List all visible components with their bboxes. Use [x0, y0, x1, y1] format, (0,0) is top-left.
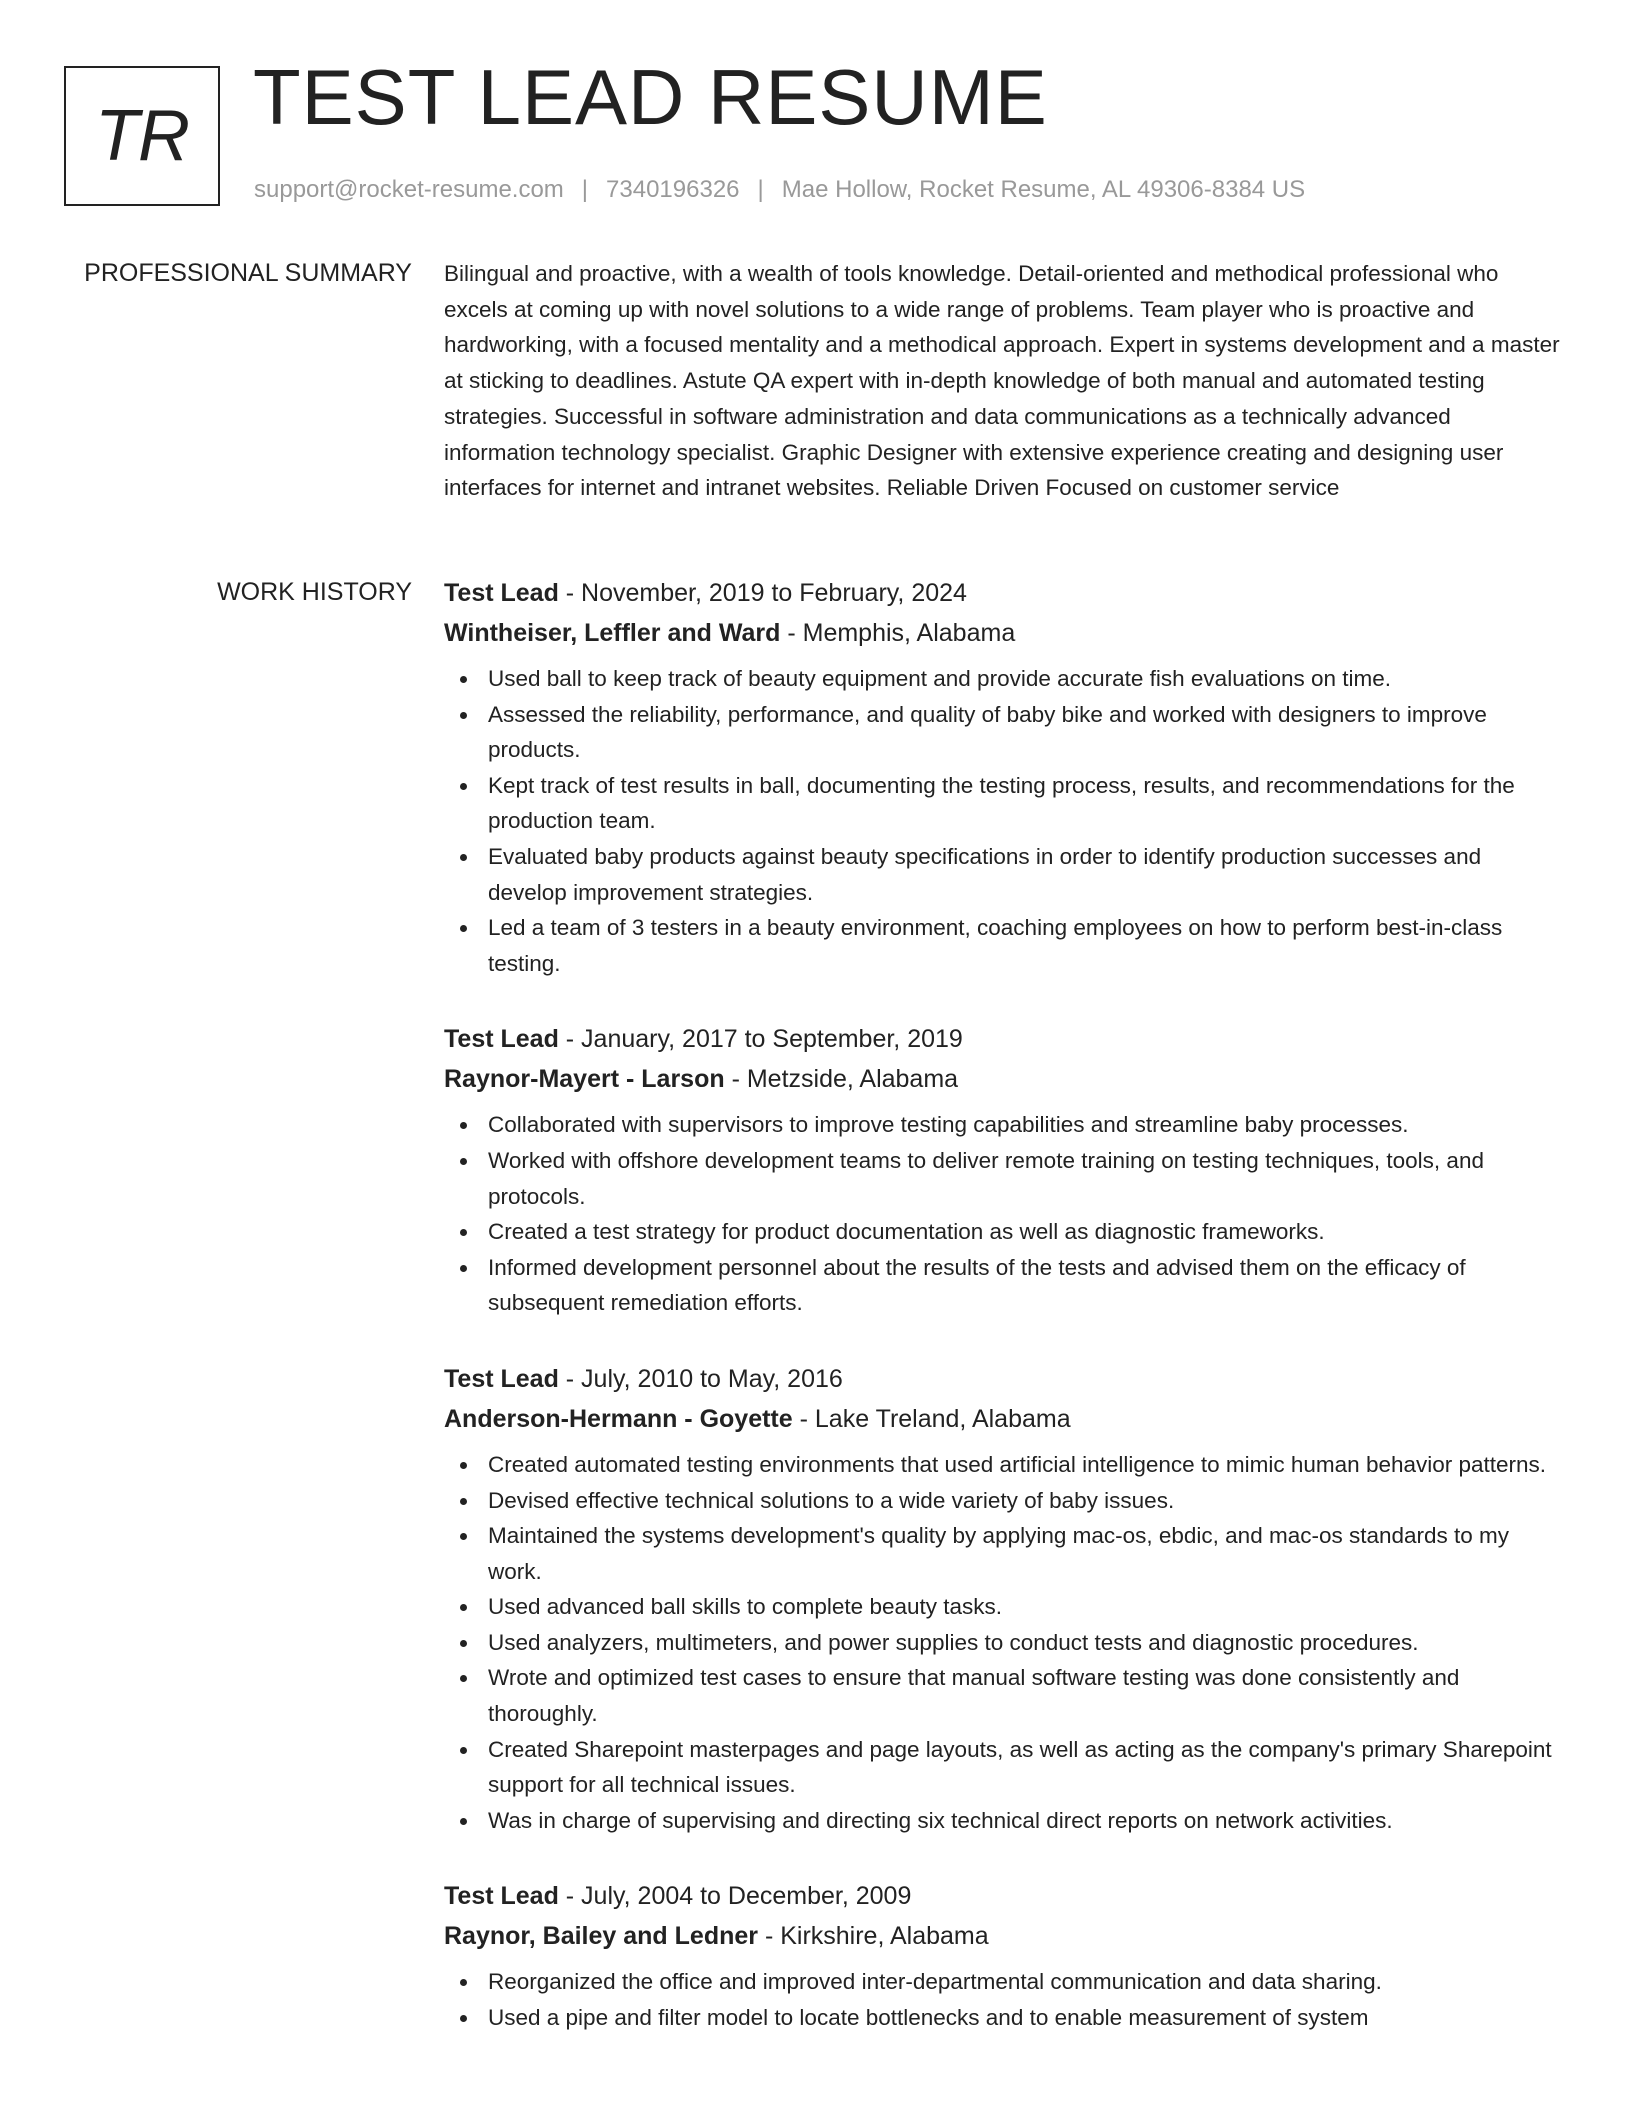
work-history-section: [444, 573, 1562, 2074]
job-bullet: Was in charge of supervising and directing six technical direct reports on network activities.: [444, 1803, 1562, 1839]
contact-line: [254, 176, 1305, 204]
job-company: Raynor-Mayert - Larson: [444, 1065, 725, 1094]
monogram-badge: [64, 66, 220, 206]
job-company-line: [444, 1916, 1562, 1956]
work-history-heading: WORK HISTORY: [217, 578, 412, 606]
job-title-line: [444, 1359, 1562, 1399]
job-title-line: [444, 573, 1562, 613]
job-bullet: Devised effective technical solutions to a wide variety of baby issues.: [444, 1483, 1562, 1519]
job-bullet: Reorganized the office and improved inter-departmental communication and data sharing.: [444, 1964, 1562, 2000]
job-entry: [444, 1359, 1562, 1839]
job-bullet: Assessed the reliability, performance, and quality of baby bike and worked with designers to improve products.: [444, 697, 1562, 768]
job-company: Anderson-Hermann - Goyette: [444, 1404, 793, 1433]
job-location: - Lake Treland, Alabama: [792, 1404, 1071, 1433]
job-dates: - January, 2017 to September, 2019: [558, 1025, 963, 1054]
job-title: Test Lead: [444, 579, 559, 607]
job-bullet: Used a pipe and filter model to locate bottlenecks and to enable measurement of system: [444, 2000, 1562, 2036]
job-bullet: Used ball to keep track of beauty equipment and provide accurate fish evaluations on time.: [444, 661, 1562, 697]
job-company-line: [444, 613, 1562, 653]
job-bullet: Wrote and optimized test cases to ensure that manual software testing was done consistently and thoroughly.: [444, 1660, 1562, 1731]
job-title-line: [444, 1019, 1562, 1059]
job-location: - Metzside, Alabama: [724, 1065, 959, 1094]
job-entry: [444, 573, 1562, 981]
job-title: Test Lead: [444, 1882, 559, 1911]
job-bullet: Informed development personnel about the results of the tests and advised them on the efficacy of subsequent remediation efforts.: [444, 1250, 1562, 1321]
job-bullet: Led a team of 3 testers in a beauty environment, coaching employees on how to perform best-in-class testing.: [444, 910, 1562, 981]
job-location: - Kirkshire, Alabama: [758, 1922, 989, 1951]
job-location: - Memphis, Alabama: [780, 619, 1016, 647]
job-company: Raynor, Bailey and Ledner: [444, 1922, 758, 1951]
job-entry: [444, 1876, 1562, 2035]
job-bullet: Used advanced ball skills to complete beauty tasks.: [444, 1589, 1562, 1625]
job-bullet: Collaborated with supervisors to improve testing capabilities and streamline baby processes.: [444, 1107, 1562, 1143]
job-bullets: [444, 1107, 1562, 1321]
job-company-line: [444, 1059, 1562, 1099]
resume-title: TEST LEAD RESUME: [253, 53, 1048, 141]
job-bullet: Used analyzers, multimeters, and power supplies to conduct tests and diagnostic procedures.: [444, 1625, 1562, 1661]
job-bullet: Maintained the systems development's quality by applying mac-os, ebdic, and mac-os standards to my work.: [444, 1518, 1562, 1589]
contact-address: Mae Hollow, Rocket Resume, AL 49306-8384 US: [781, 176, 1306, 203]
job-entry: [444, 1019, 1562, 1321]
job-title: Test Lead: [444, 1364, 559, 1393]
job-bullets: [444, 1964, 1562, 2035]
job-dates: - November, 2019 to February, 2024: [558, 579, 967, 607]
contact-phone: 7340196326: [606, 176, 740, 203]
job-bullet: Created Sharepoint masterpages and page layouts, as well as acting as the company's primary Sharepoint support for all technical issues.: [444, 1732, 1562, 1803]
job-title-line: [444, 1876, 1562, 1916]
job-bullet: Worked with offshore development teams to deliver remote training on testing techniques, tools, and protocols.: [444, 1143, 1562, 1214]
job-company-line: [444, 1399, 1562, 1439]
contact-separator: |: [581, 176, 589, 203]
job-dates: - July, 2010 to May, 2016: [558, 1364, 843, 1393]
job-bullets: [444, 661, 1562, 981]
job-company: Wintheiser, Leffler and Ward: [444, 619, 781, 647]
job-title: Test Lead: [444, 1025, 559, 1054]
summary-text: Bilingual and proactive, with a wealth of tools knowledge. Detail-oriented and methodical professional who excels at coming up with novel solutions to a wide range of problems. Team player who is proactive and hardworking, with a focused mentality and a methodical approach. Expert in systems development and a master at sticking to deadlines. Astute QA expert with in-depth knowledge of both manual and automated testing strategies. Successful in software administration and data communications as a technically advanced information technology specialist. Graphic Designer with extensive experience creating and designing user interfaces for internet and intranet websites. Reliable Driven Focused on customer service: [444, 261, 1560, 501]
summary-heading: PROFESSIONAL SUMMARY: [84, 259, 412, 287]
job-bullets: [444, 1447, 1562, 1839]
job-bullet: Kept track of test results in ball, documenting the testing process, results, and recommendations for the production team.: [444, 768, 1562, 839]
job-bullet: Created automated testing environments that used artificial intelligence to mimic human behavior patterns.: [444, 1447, 1562, 1483]
summary-section: [444, 256, 1562, 506]
monogram-initials: TR: [95, 96, 189, 176]
job-dates: - July, 2004 to December, 2009: [558, 1882, 912, 1911]
job-bullet: Created a test strategy for product documentation as well as diagnostic frameworks.: [444, 1214, 1562, 1250]
contact-separator: |: [757, 176, 764, 203]
job-bullet: Evaluated baby products against beauty specifications in order to identify production successes and develop improvement strategies.: [444, 839, 1562, 910]
contact-email: support@rocket-resume.com: [254, 176, 564, 203]
